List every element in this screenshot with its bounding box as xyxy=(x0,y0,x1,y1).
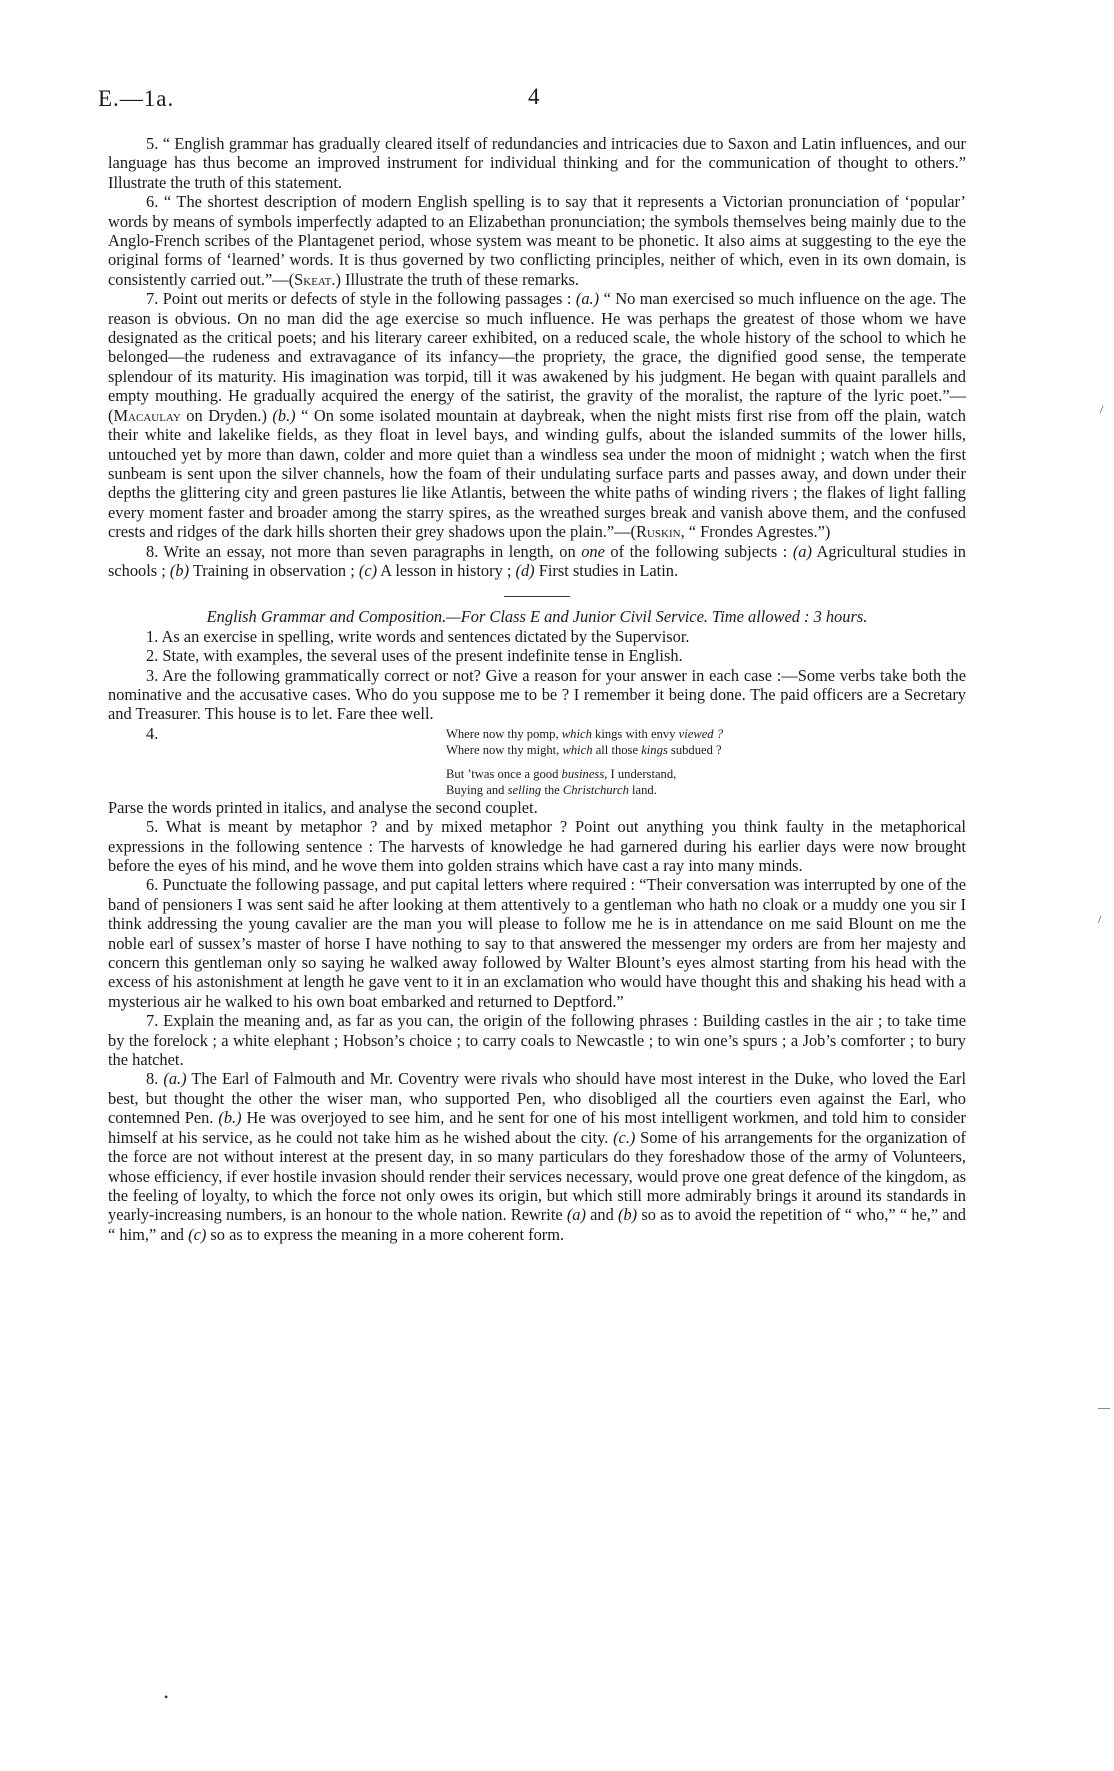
question-4: 4. Where now thy pomp, which kings with envy viewed ? Where now thy might, which all those kings subdued ? But ’twas once a good business, I understand, Buying and selling the Christchurch land. xyxy=(146,723,724,797)
margin-mark: / xyxy=(1098,912,1102,926)
question-7: 7. Explain the meaning and, as far as you can, the origin of the following phrases : Building castles in the air ; to take time by the forelock ; a white elephant ; Hobson’s choice ; to carry coals to Newcastle ; to win one’s spurs ; a Job’s comforter ; to bury the hatchet. xyxy=(108,1011,966,1070)
question-3: 3. Are the following grammatically correct or not? Give a reason for your answer in each case :—Some verbs take both the nominative and the accusative cases. Who do you suppose me to be ? I remember it being done. The paid officers are a Secretary and Treasurer. This house is to let. Fare thee well. xyxy=(108,665,966,724)
section-heading: English Grammar and Composition.—For Class E and Junior Civil Service. Time allowed : 3 hours. xyxy=(206,607,868,627)
question-4-instruction: Parse the words printed in italics, and analyse the second couplet. xyxy=(108,797,538,817)
margin-mark: • xyxy=(164,1690,169,1704)
author-name: Macaulay xyxy=(113,405,181,425)
verse-quotation xyxy=(446,724,723,798)
verse-couplet: But ’twas once a good business, I understand, Buying and selling the Christchurch land. xyxy=(446,766,677,797)
margin-mark: / xyxy=(1100,402,1104,416)
margin-mark: — xyxy=(1098,1400,1110,1414)
question-8: 8. Write an essay, not more than seven paragraphs in length, on one of the following subjects : (a) Agricultural studies in schools ; (b) Training in observation ; (c) A lesson in history ; (d) First studies in Latin. xyxy=(108,541,966,580)
verse-couplet: Where now thy pomp, which kings with envy viewed ? Where now thy might, which all those kings subdued ? xyxy=(446,726,724,757)
page-number: 4 xyxy=(528,84,540,109)
question-8: 8. (a.) The Earl of Falmouth and Mr. Coventry were rivals who should have most interest in the Duke, who loved the Earl best, but thought the other the wiser man, who supported Pen, who disobliged all the courtiers even against the Earl, who contemned Pen. (b.) He was overjoyed to see him, and he sent for one of his most intelligent workmen, and told him to consider himself at his service, as he could not take him as he wished about the city. (c.) Some of his arrangements for the organization of the force are not without interest at the present day, in so many particulars do they foreshadow those of the army of Volunteers, whose efficiency, if ever hostile invasion should render their services necessary, would prove one great defence of the kingdom, as the feeling of loyalty, to which the force not only owes its origin, but which still more admirably brings it around its standards in yearly-increasing numbers, is an honour to the whole nation. Rewrite (a) and (b) so as to avoid the repetition of “ who,” “ he,” and “ him,” and (c) so as to express the meaning in a more coherent form. xyxy=(108,1069,967,1244)
question-5: 5. What is meant by metaphor ? and by mixed metaphor ? Point out anything you think faulty in the metaphorical expressions in the following sentence : The harvests of knowledge he had garnered during his earlier days were now brought before the eyes of his mind, and he wove them into golden strains which have cast a ray into many minds. xyxy=(108,817,966,875)
question-5: 5. “ English grammar has gradually cleared itself of redundancies and intricacies due to Saxon and Latin influences, and our language has thus become an improved instrument for individual thinking and for the communication of thought to others.” Illustrate the truth of this statement. xyxy=(108,134,967,192)
document-body xyxy=(108,134,966,1244)
question-7: 7. Point out merits or defects of style in the following passages : (a.) “ No man exercised so much influence on the age. The reason is obvious. On no man did the age exercise so much influence. He was perhaps the greatest of those whom we have designated as the critical poets; and his literary career exhibited, on a reduced scale, the whole history of the school to which he belonged—the rudeness and extravagance of its infancy—the propriety, the grace, the dignified good sense, the temperate splendour of its maturity. His imagination was torpid, till it was awakened by his judgment. He began with quaint parallels and empty mouthing. He gradually acquired the energy of the satirist, the gravity of the moralist, the rapture of the lyric poet.”—(Macaulay on Dryden.) (b.) “ On some isolated mountain at daybreak, when the night mists first rise from off the plain, watch their white and lakelike fields, as they float in level bays, and winding gulfs, about the islanded summits of the lower hills, untouched yet by more than dawn, colder and more quiet than a windless sea under the moon of midnight ; watch when the first sunbeam is sent upon the silver channels, how the foam of their undulating surface parts and passes away, and down under their depths the glittering city and green pastures lie like Atlantis, between the white paths of winding rivers ; the flakes of light falling every moment faster and broader among the starry spires, as the wreathed surges break and vanish above them, and the confused crests and ridges of the dark hills shorten their grey shadows upon the plain.”—(Ruskin, “ Frondes Agrestes.”) xyxy=(108,289,966,542)
question-6: 6. Punctuate the following passage, and put capital letters where required : “Their conversation was interrupted by one of the band of pensioners I was sent said he after looking at them attentively to a gentleman who hath no cloak or a muddy one you sir I think addressing the young cavalier are the man you will please to follow me he is in attendance on me said Blount on me the noble earl of sussex’s master of horse I have nothing to say to that answered the messenger my orders are from her majesty and concern this gentleman only so saying he walked away followed by Walter Blount’s eyes almost starting from his head with the excess of his astonishment at length he gave vent to it in an exclamation who would have thought this and shaking his head with a mysterious air he walked to his own boat embarked and returned to Deptford.” xyxy=(108,875,966,1011)
author-name: Ruskin xyxy=(636,522,681,542)
section-divider xyxy=(504,596,570,597)
question-6: 6. “ The shortest description of modern English spelling is to say that it represents a Victorian pronunciation of ‘popular’ words by means of symbols imperfectly adapted to an Elizabethan pronunciation; the symbols themselves being mainly due to the Anglo-French scribes of the Plantagenet period, whose system was meant to be phonetic. It also aims at suggesting to the eye the original forms of ‘learned’ words. It is thus governed by two conflicting principles, neither of which, even in its own domain, is consistently carried out.”—(Skeat.) Illustrate the truth of these remarks. xyxy=(108,192,967,289)
question-1: 1. As an exercise in spelling, write words and sentences dictated by the Supervisor. xyxy=(146,626,690,646)
document-reference: E.—1a. xyxy=(98,86,175,111)
author-name: Skeat xyxy=(294,269,332,289)
question-2: 2. State, with examples, the several uses of the present indefinite tense in English. xyxy=(146,646,683,666)
